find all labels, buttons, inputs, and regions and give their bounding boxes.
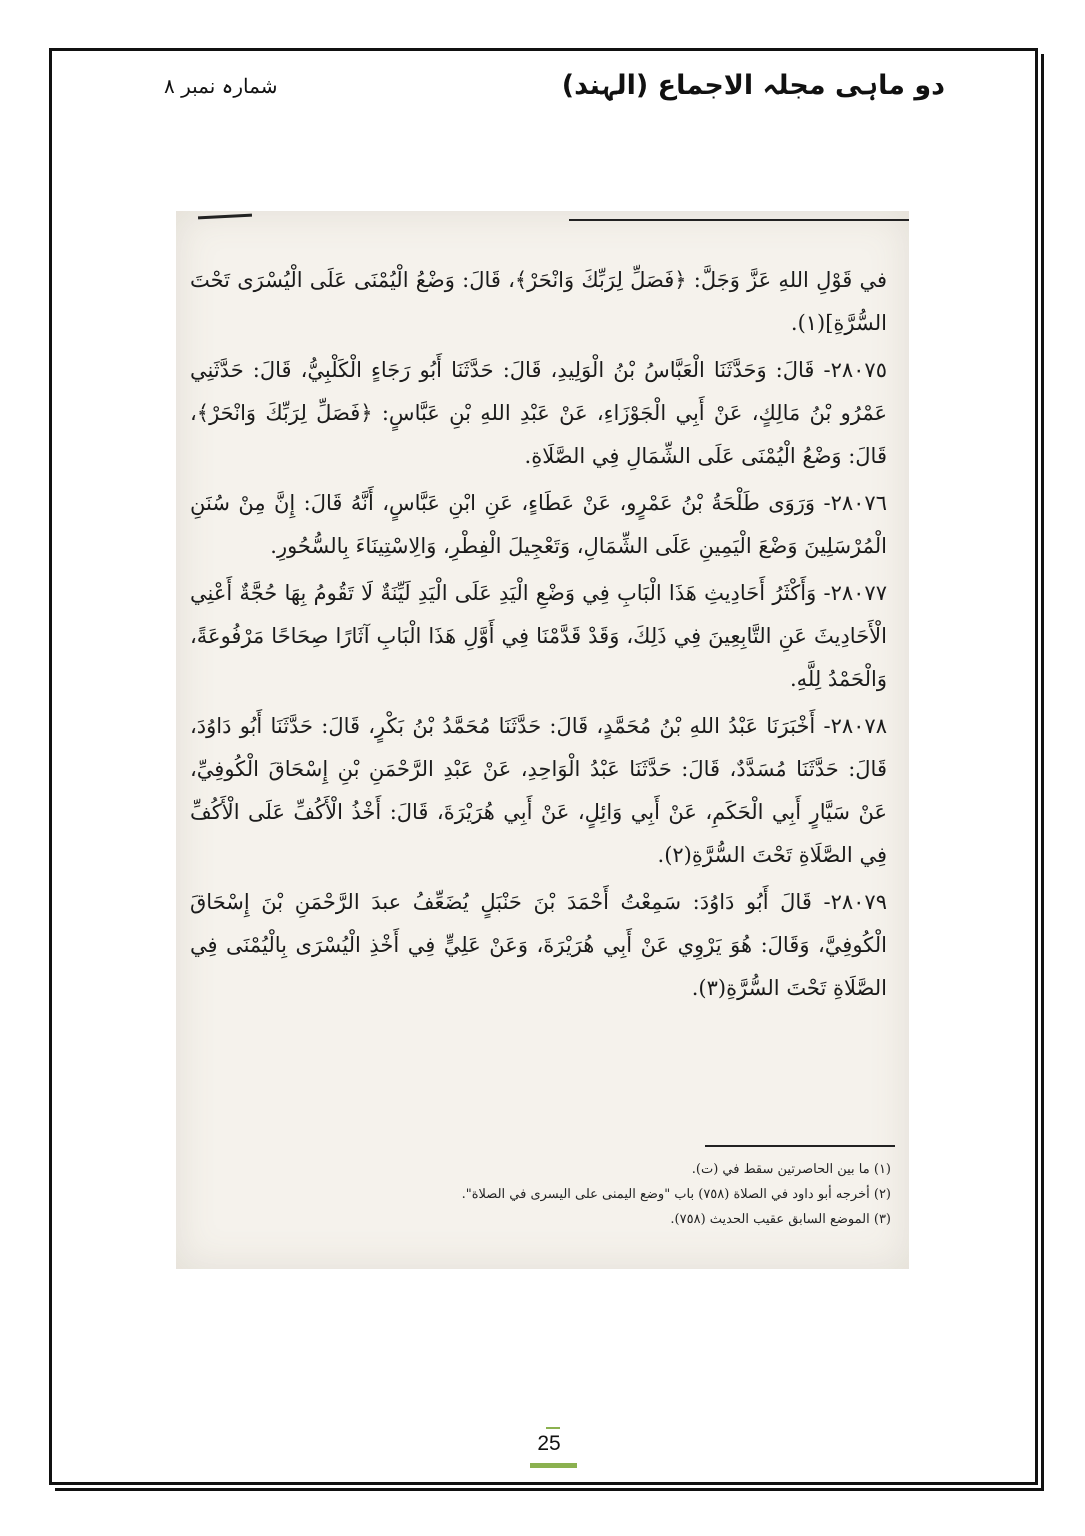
paragraph: ٢٨٠٧٨- أَخْبَرَنَا عَبْدُ اللهِ بْنُ مُحَمَّدٍ، قَالَ: حَدَّثَنَا مُحَمَّدُ بْنُ بَكْرٍ، قَالَ: حَدَّثَنَا أَبُو دَاوُدَ، قَالَ: حَدَّثَنَا مُسَدَّدٌ، قَالَ: حَدَّثَنَا عَبْدُ الْوَاحِدِ، عَنْ عَبْدِ الرَّحْمَنِ بْنِ إِسْحَاقَ الْكُوفِيِّ، عَنْ سَيَّارٍ أَبِي الْحَكَمِ، عَنْ أَبِي وَائِلٍ، عَنْ أَبِي هُرَيْرَةَ، قَالَ: أَخْذُ الْأَكُفِّ عَلَى الْأَكُفِّ فِي الصَّلَاةِ تَحْتَ السُّرَّةِ(٢). — [190, 714, 887, 867]
arabic-body-text — [190, 259, 887, 1014]
footnotes — [296, 1157, 891, 1232]
page-number-accent-bar — [530, 1463, 577, 1468]
scan-top-rule-left — [198, 214, 252, 220]
scan-top-rule — [569, 219, 909, 221]
scanned-page — [176, 211, 909, 1269]
journal-title: دو ماہی مجلہ الاجماع (الہند) — [561, 70, 945, 101]
footnote: (٢) أخرجه أبو داود في الصلاة (٧٥٨) باب "وضع اليمنى على اليسرى في الصلاة". — [461, 1187, 891, 1202]
footnote: (٣) الموضع السابق عقيب الحديث (٧٥٨). — [670, 1212, 891, 1227]
page-number: 25 — [537, 1432, 561, 1455]
footnote-rule — [705, 1145, 895, 1147]
paragraph: ٢٨٠٧٥- قَالَ: وَحَدَّثَنَا الْعَبَّاسُ بْنُ الْوَلِيدِ، قَالَ: حَدَّثَنَا أَبُو رَجَاءٍ الْكَلْبِيُّ، قَالَ: حَدَّثَنِي عَمْرُو بْنُ مَالِكٍ، عَنْ أَبِي الْجَوْزَاءِ، عَنْ عَبْدِ اللهِ بْنِ عَبَّاسٍ: ﴿فَصَلِّ لِرَبِّكَ وَانْحَرْ﴾، قَالَ: وَضْعُ الْيُمْنَى عَلَى الشِّمَالِ فِي الصَّلَاةِ. — [190, 358, 887, 468]
paragraph: ٢٨٠٧٧- وَأَكْثَرُ أَحَادِيثِ هَذَا الْبَابِ فِي وَضْعِ الْيَدِ عَلَى الْيَدِ لَيِّنَةٌ لَا تَقُومُ بِهَا حُجَّةٌ أَعْنِي الْأَحَادِيثَ عَنِ التَّابِعِينَ فِي ذَلِكَ، وَقَدْ قَدَّمْنَا فِي أَوَّلِ هَذَا الْبَابِ آثَارًا صِحَاحًا مَرْفُوعَةً، وَالْحَمْدُ لِلَّهِ. — [190, 581, 887, 691]
paragraph: في قَوْلِ اللهِ عَزَّ وَجَلَّ: ﴿فَصَلِّ لِرَبِّكَ وَانْحَرْ﴾، قَالَ: وَضْعُ الْيُمْنَى عَلَى الْيُسْرَى تَحْتَ السُّرَّةِ](١). — [190, 268, 887, 335]
page-number-accent-top — [546, 1427, 560, 1429]
paragraph: ٢٨٠٧٦- وَرَوَى طَلْحَةُ بْنُ عَمْرٍو، عَنْ عَطَاءٍ، عَنِ ابْنِ عَبَّاسٍ، أَنَّهُ قَالَ: إِنَّ مِنْ سُنَنِ الْمُرْسَلِينَ وَضْعَ الْيَمِينِ عَلَى الشِّمَالِ، وَتَعْجِيلَ الْفِطْرِ، وَالِاسْتِينَاءَ بِالسُّحُورِ. — [190, 491, 887, 558]
issue-label: شمارہ نمبر ۸ — [164, 74, 278, 98]
paragraph: ٢٨٠٧٩- قَالَ أَبُو دَاوُدَ: سَمِعْتُ أَحْمَدَ بْنَ حَنْبَلٍ يُضَعِّفُ عبدَ الرَّحْمَنِ بْنَ إِسْحَاقَ الْكُوفِيَّ، وَقَالَ: هُوَ يَرْوِي عَنْ أَبِي هُرَيْرَةَ، وَعَنْ عَلِيٍّ فِي أَخْذِ الْيُسْرَى بِالْيُمْنَى فِي الصَّلَاةِ تَحْتَ السُّرَّةِ(٣). — [190, 890, 887, 1000]
footnote: (١) ما بين الحاصرتين سقط في (ت). — [691, 1162, 891, 1177]
